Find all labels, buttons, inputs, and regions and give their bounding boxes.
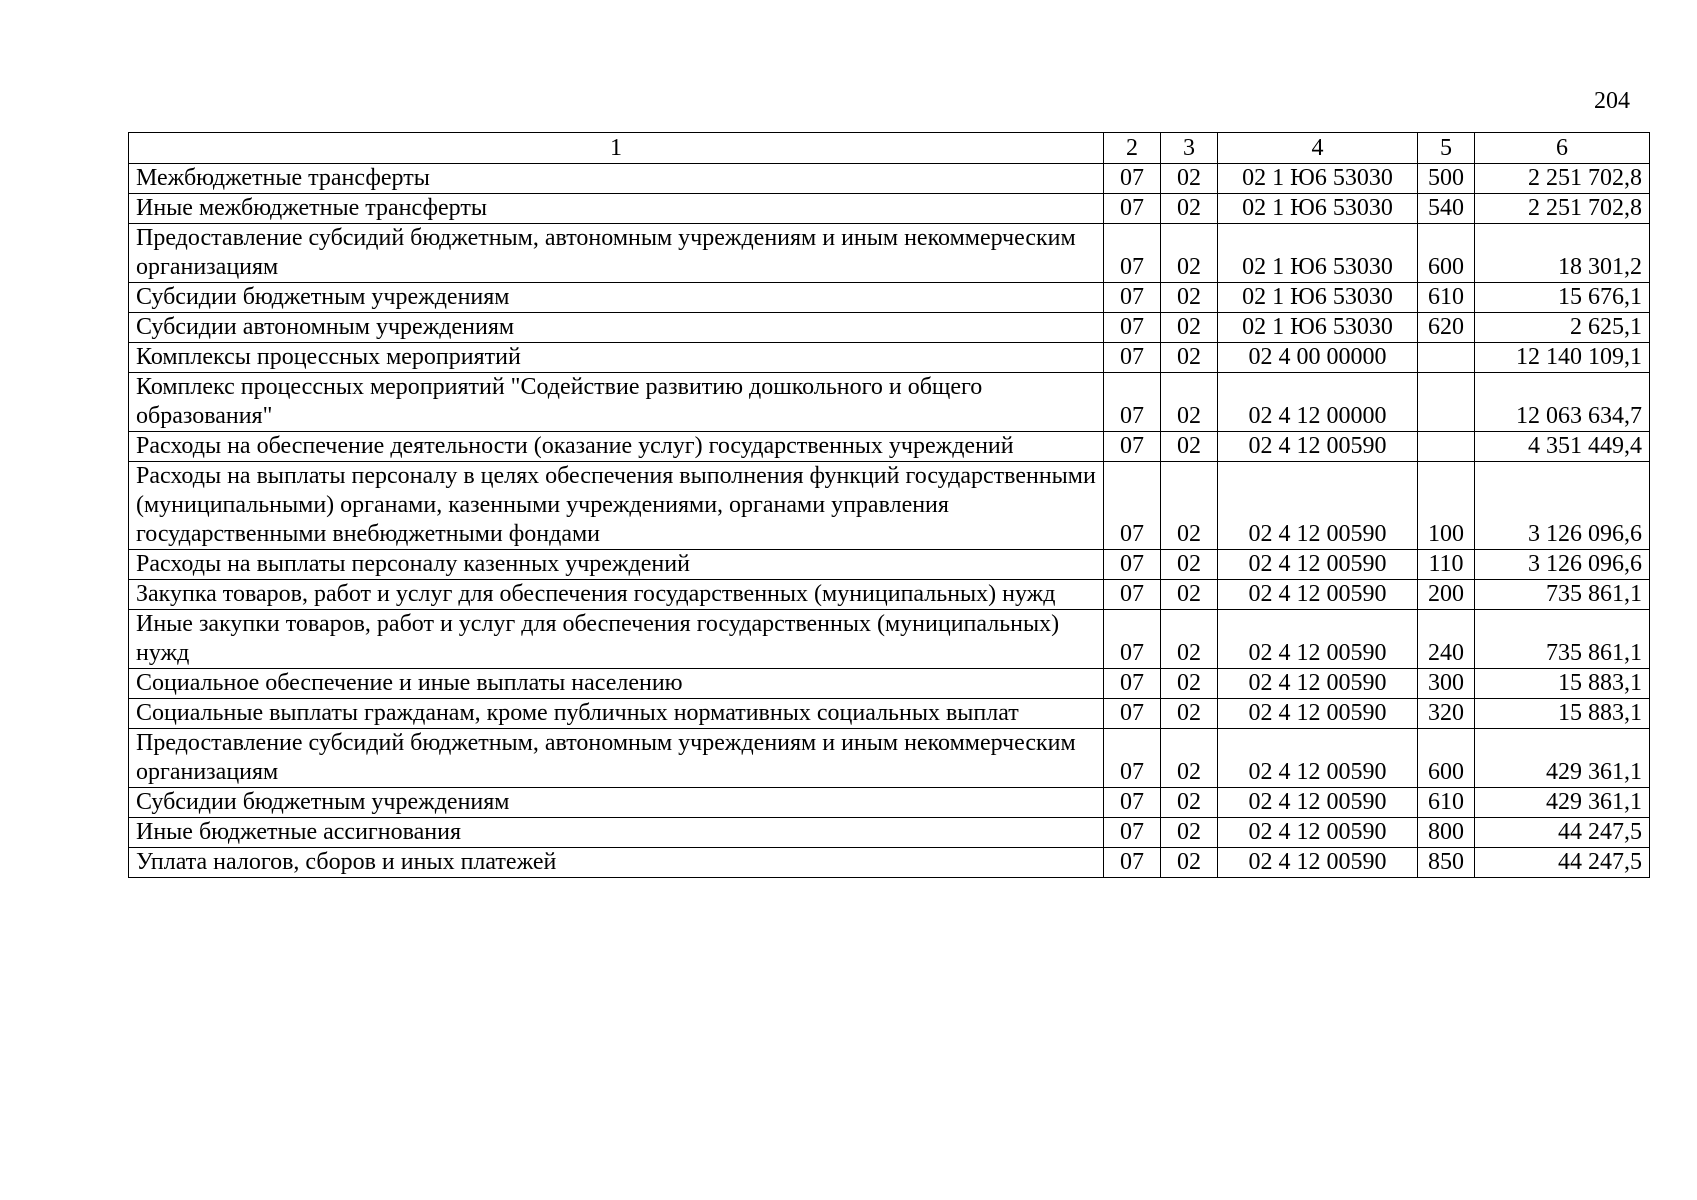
subsection-code-cell: 02 (1161, 788, 1218, 818)
table-body (129, 164, 1650, 878)
table-row (129, 224, 1650, 283)
amount-cell: 3 126 096,6 (1475, 462, 1650, 550)
item-name-cell: Социальное обеспечение и иные выплаты населению (129, 669, 1104, 699)
item-name-cell: Комплекс процессных мероприятий "Содействие развитию дошкольного и общего образования" (129, 373, 1104, 432)
table-header-row (129, 133, 1650, 164)
amount-cell: 15 676,1 (1475, 283, 1650, 313)
table-row (129, 373, 1650, 432)
subsection-code-cell: 02 (1161, 343, 1218, 373)
subsection-code-cell: 02 (1161, 432, 1218, 462)
item-name-cell: Иные межбюджетные трансферты (129, 194, 1104, 224)
subsection-code-cell: 02 (1161, 373, 1218, 432)
subsection-code-cell: 02 (1161, 550, 1218, 580)
expense-type-cell: 610 (1418, 283, 1475, 313)
budget-table (128, 132, 1650, 878)
item-name-cell: Межбюджетные трансферты (129, 164, 1104, 194)
amount-cell: 429 361,1 (1475, 788, 1650, 818)
table-row (129, 580, 1650, 610)
target-article-cell: 02 4 12 00590 (1218, 699, 1418, 729)
item-name-cell: Предоставление субсидий бюджетным, автономным учреждениям и иным некоммерческим организациям (129, 224, 1104, 283)
expense-type-cell: 800 (1418, 818, 1475, 848)
item-name-cell: Закупка товаров, работ и услуг для обеспечения государственных (муниципальных) нужд (129, 580, 1104, 610)
item-name-cell: Иные закупки товаров, работ и услуг для обеспечения государственных (муниципальных) нужд (129, 610, 1104, 669)
target-article-cell: 02 1 Ю6 53030 (1218, 224, 1418, 283)
column-header: 1 (129, 133, 1104, 164)
expense-type-cell: 600 (1418, 729, 1475, 788)
column-header: 4 (1218, 133, 1418, 164)
section-code-cell: 07 (1104, 848, 1161, 878)
target-article-cell: 02 4 12 00000 (1218, 373, 1418, 432)
section-code-cell: 07 (1104, 580, 1161, 610)
expense-type-cell: 610 (1418, 788, 1475, 818)
expense-type-cell (1418, 432, 1475, 462)
table-row (129, 343, 1650, 373)
section-code-cell: 07 (1104, 194, 1161, 224)
item-name-cell: Субсидии автономным учреждениям (129, 313, 1104, 343)
section-code-cell: 07 (1104, 818, 1161, 848)
amount-cell: 44 247,5 (1475, 818, 1650, 848)
expense-type-cell: 300 (1418, 669, 1475, 699)
table-row (129, 848, 1650, 878)
target-article-cell: 02 4 12 00590 (1218, 788, 1418, 818)
item-name-cell: Комплексы процессных мероприятий (129, 343, 1104, 373)
table-row (129, 788, 1650, 818)
section-code-cell: 07 (1104, 788, 1161, 818)
target-article-cell: 02 4 12 00590 (1218, 610, 1418, 669)
table-row (129, 669, 1650, 699)
amount-cell: 2 251 702,8 (1475, 164, 1650, 194)
section-code-cell: 07 (1104, 343, 1161, 373)
column-header: 6 (1475, 133, 1650, 164)
subsection-code-cell: 02 (1161, 194, 1218, 224)
expense-type-cell: 540 (1418, 194, 1475, 224)
expense-type-cell: 110 (1418, 550, 1475, 580)
item-name-cell: Расходы на выплаты персоналу в целях обеспечения выполнения функций государственными (муниципальными) органами, казенными учреждениями, органами управления государственными внебюджетными фондами (129, 462, 1104, 550)
expense-type-cell: 320 (1418, 699, 1475, 729)
subsection-code-cell: 02 (1161, 729, 1218, 788)
target-article-cell: 02 1 Ю6 53030 (1218, 164, 1418, 194)
item-name-cell: Расходы на выплаты персоналу казенных учреждений (129, 550, 1104, 580)
expense-type-cell: 240 (1418, 610, 1475, 669)
target-article-cell: 02 4 12 00590 (1218, 818, 1418, 848)
table-row (129, 462, 1650, 550)
amount-cell: 18 301,2 (1475, 224, 1650, 283)
table-row (129, 699, 1650, 729)
amount-cell: 12 140 109,1 (1475, 343, 1650, 373)
expense-type-cell (1418, 343, 1475, 373)
amount-cell: 12 063 634,7 (1475, 373, 1650, 432)
section-code-cell: 07 (1104, 313, 1161, 343)
amount-cell: 15 883,1 (1475, 699, 1650, 729)
table-row (129, 729, 1650, 788)
target-article-cell: 02 4 12 00590 (1218, 669, 1418, 699)
section-code-cell: 07 (1104, 669, 1161, 699)
subsection-code-cell: 02 (1161, 669, 1218, 699)
item-name-cell: Уплата налогов, сборов и иных платежей (129, 848, 1104, 878)
amount-cell: 429 361,1 (1475, 729, 1650, 788)
item-name-cell: Предоставление субсидий бюджетным, автономным учреждениям и иным некоммерческим организациям (129, 729, 1104, 788)
subsection-code-cell: 02 (1161, 818, 1218, 848)
item-name-cell: Субсидии бюджетным учреждениям (129, 283, 1104, 313)
section-code-cell: 07 (1104, 283, 1161, 313)
section-code-cell: 07 (1104, 699, 1161, 729)
target-article-cell: 02 4 12 00590 (1218, 432, 1418, 462)
expense-type-cell: 500 (1418, 164, 1475, 194)
section-code-cell: 07 (1104, 462, 1161, 550)
section-code-cell: 07 (1104, 432, 1161, 462)
expense-type-cell: 600 (1418, 224, 1475, 283)
expense-type-cell: 100 (1418, 462, 1475, 550)
subsection-code-cell: 02 (1161, 848, 1218, 878)
item-name-cell: Иные бюджетные ассигнования (129, 818, 1104, 848)
subsection-code-cell: 02 (1161, 699, 1218, 729)
target-article-cell: 02 4 12 00590 (1218, 580, 1418, 610)
table-row (129, 432, 1650, 462)
page-number: 204 (1594, 88, 1630, 114)
expense-type-cell: 850 (1418, 848, 1475, 878)
subsection-code-cell: 02 (1161, 462, 1218, 550)
subsection-code-cell: 02 (1161, 283, 1218, 313)
amount-cell: 2 625,1 (1475, 313, 1650, 343)
amount-cell: 2 251 702,8 (1475, 194, 1650, 224)
section-code-cell: 07 (1104, 373, 1161, 432)
target-article-cell: 02 4 12 00590 (1218, 848, 1418, 878)
section-code-cell: 07 (1104, 550, 1161, 580)
subsection-code-cell: 02 (1161, 313, 1218, 343)
table-row (129, 818, 1650, 848)
target-article-cell: 02 4 12 00590 (1218, 729, 1418, 788)
item-name-cell: Расходы на обеспечение деятельности (оказание услуг) государственных учреждений (129, 432, 1104, 462)
amount-cell: 44 247,5 (1475, 848, 1650, 878)
table-row (129, 610, 1650, 669)
table-row (129, 550, 1650, 580)
subsection-code-cell: 02 (1161, 164, 1218, 194)
table-row (129, 194, 1650, 224)
target-article-cell: 02 1 Ю6 53030 (1218, 313, 1418, 343)
expense-type-cell: 200 (1418, 580, 1475, 610)
target-article-cell: 02 4 12 00590 (1218, 550, 1418, 580)
table-row (129, 313, 1650, 343)
target-article-cell: 02 1 Ю6 53030 (1218, 283, 1418, 313)
expense-type-cell: 620 (1418, 313, 1475, 343)
item-name-cell: Субсидии бюджетным учреждениям (129, 788, 1104, 818)
table-row (129, 164, 1650, 194)
subsection-code-cell: 02 (1161, 580, 1218, 610)
amount-cell: 735 861,1 (1475, 580, 1650, 610)
column-header: 5 (1418, 133, 1475, 164)
amount-cell: 15 883,1 (1475, 669, 1650, 699)
table-row (129, 283, 1650, 313)
section-code-cell: 07 (1104, 224, 1161, 283)
amount-cell: 3 126 096,6 (1475, 550, 1650, 580)
target-article-cell: 02 1 Ю6 53030 (1218, 194, 1418, 224)
subsection-code-cell: 02 (1161, 224, 1218, 283)
target-article-cell: 02 4 12 00590 (1218, 462, 1418, 550)
amount-cell: 4 351 449,4 (1475, 432, 1650, 462)
column-header: 2 (1104, 133, 1161, 164)
target-article-cell: 02 4 00 00000 (1218, 343, 1418, 373)
column-header: 3 (1161, 133, 1218, 164)
expense-type-cell (1418, 373, 1475, 432)
item-name-cell: Социальные выплаты гражданам, кроме публичных нормативных социальных выплат (129, 699, 1104, 729)
section-code-cell: 07 (1104, 164, 1161, 194)
section-code-cell: 07 (1104, 610, 1161, 669)
amount-cell: 735 861,1 (1475, 610, 1650, 669)
subsection-code-cell: 02 (1161, 610, 1218, 669)
section-code-cell: 07 (1104, 729, 1161, 788)
